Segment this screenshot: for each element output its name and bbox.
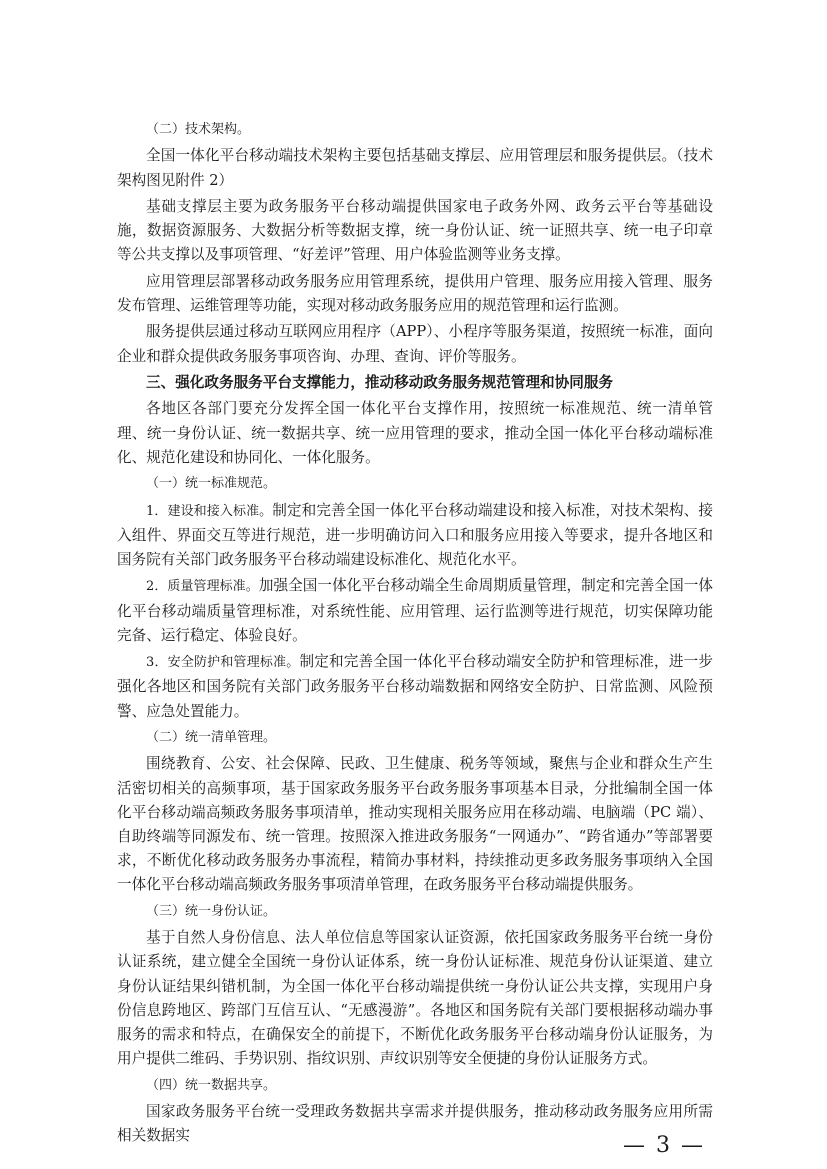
item-text: 制定和完善全国一体化平台移动端建设和接入标准，对技术架构、接入组件、界面交互等进行规范，进一步明确访问入口和服务应用接入等要求，提升各地区和国务院有关部门政务服务平台移动端建设标准化、规范化水平。 xyxy=(117,501,713,568)
item-lead: 3．安全防护和管理标准。 xyxy=(146,655,300,671)
paragraph: 各地区各部门要充分发挥全国一体化平台支撑作用，按照统一标准规范、统一清单管理、统一身份认证、统一数据共享、统一应用管理的要求，推动全国一体化平台移动端标准化、规范化建设和协同化、一体化服务。 xyxy=(117,400,713,466)
item-text: 加强全国一体化平台移动端全生命周期质量管理，制定和完善全国一体化平台移动端质量管理标准，对系统性能、应用管理、运行监测等进行规范，切实保障功能完备、运行稳定、体验良好。 xyxy=(117,577,713,644)
subheading-data-sharing: （四）统一数据共享。 xyxy=(146,1077,277,1093)
item-lead: 2．质量管理标准。 xyxy=(146,579,259,595)
item-lead: 1．建设和接入标准。 xyxy=(146,503,273,519)
subheading-tech-architecture: （二）技术架构。 xyxy=(146,122,251,137)
section-heading: 三、强化政务服务平台支撑能力，推动移动政务服务规范管理和协同服务 xyxy=(146,373,614,391)
list-item xyxy=(117,574,713,648)
paragraph: 基础支撑层主要为政务服务平台移动端提供国家电子政务外网、政务云平台等基础设施，数据资源服务、大数据分析等数据支撑，统一身份认证、统一证照共享、统一电子印章等公共支撑以及事项管理、“好差评”管理、用户体验监测等业务支撑。 xyxy=(117,197,713,264)
paragraph: 应用管理层部署移动政务服务应用管理系统，提供用户管理、服务应用接入管理、服务发布管理、运维管理等功能，实现对移动政务服务应用的规范管理和运行监测。 xyxy=(117,272,713,314)
item-text: 制定和完善全国一体化平台移动端安全防护和管理标准，进一步强化各地区和国务院有关部门政务服务平台移动端数据和网络安全防护、日常监测、风险预警、应急处置能力。 xyxy=(117,653,713,720)
document-body xyxy=(117,118,713,1151)
paragraph: 围绕教育、公安、社会保障、民政、卫生健康、税务等领域，聚焦与企业和群众生产生活密切相关的高频事项，基于国家政务服务平台政务服务事项基本目录，分批编制全国一体化平台移动端高频政务服务事项清单，推动实现相关服务应用在移动端、电脑端（PC 端）、自助终端等同源发布、统一管理。按照深入推进政务服务“一网通办”、“跨省通办”等部署要求，不断优化移动政务服务办事流程，精简办事材料，持续推动更多政务服务事项纳入全国一体化平台移动端高频政务服务事项清单管理，在政务服务平台移动端提供服务。 xyxy=(117,755,713,894)
paragraph: 国家政务服务平台统一受理政务数据共享需求并提供服务，推动移动政务服务应用所需相关数据实 xyxy=(117,1102,713,1145)
paragraph: 全国一体化平台移动端技术架构主要包括基础支撑层、应用管理层和服务提供层。（技术架构图见附件 2） xyxy=(117,147,713,189)
list-item xyxy=(117,650,713,724)
list-item xyxy=(117,499,713,573)
page-number: — 3 — xyxy=(623,1133,705,1158)
subheading-standards: （一）统一标准规范。 xyxy=(146,476,277,492)
paragraph: 服务提供层通过移动互联网应用程序（APP）、小程序等服务渠道，按照统一标准，面向企业和群众提供政务服务事项咨询、办理、查询、评价等服务。 xyxy=(117,323,713,365)
paragraph: 基于自然人身份信息、法人单位信息等国家认证资源，依托国家政务服务平台统一身份认证系统，建立健全全国统一身份认证体系，统一身份认证标准、规范身份认证渠道、建立身份认证结果纠错机制，为全国一体化平台移动端提供统一身份认证公共支撑，实现用户身份信息跨地区、跨部门互信互认、“无感漫游”。各地区和国务院有关部门要根据移动端办事服务的需求和特点，在确保安全的前提下，不断优化政务服务平台移动端身份认证服务，为用户提供二维码、手势识别、指纹识别、声纹识别等安全便捷的身份认证服务方式。 xyxy=(117,929,713,1068)
subheading-list-management: （二）统一清单管理。 xyxy=(146,729,277,745)
subheading-identity-auth: （三）统一身份认证。 xyxy=(146,903,277,919)
